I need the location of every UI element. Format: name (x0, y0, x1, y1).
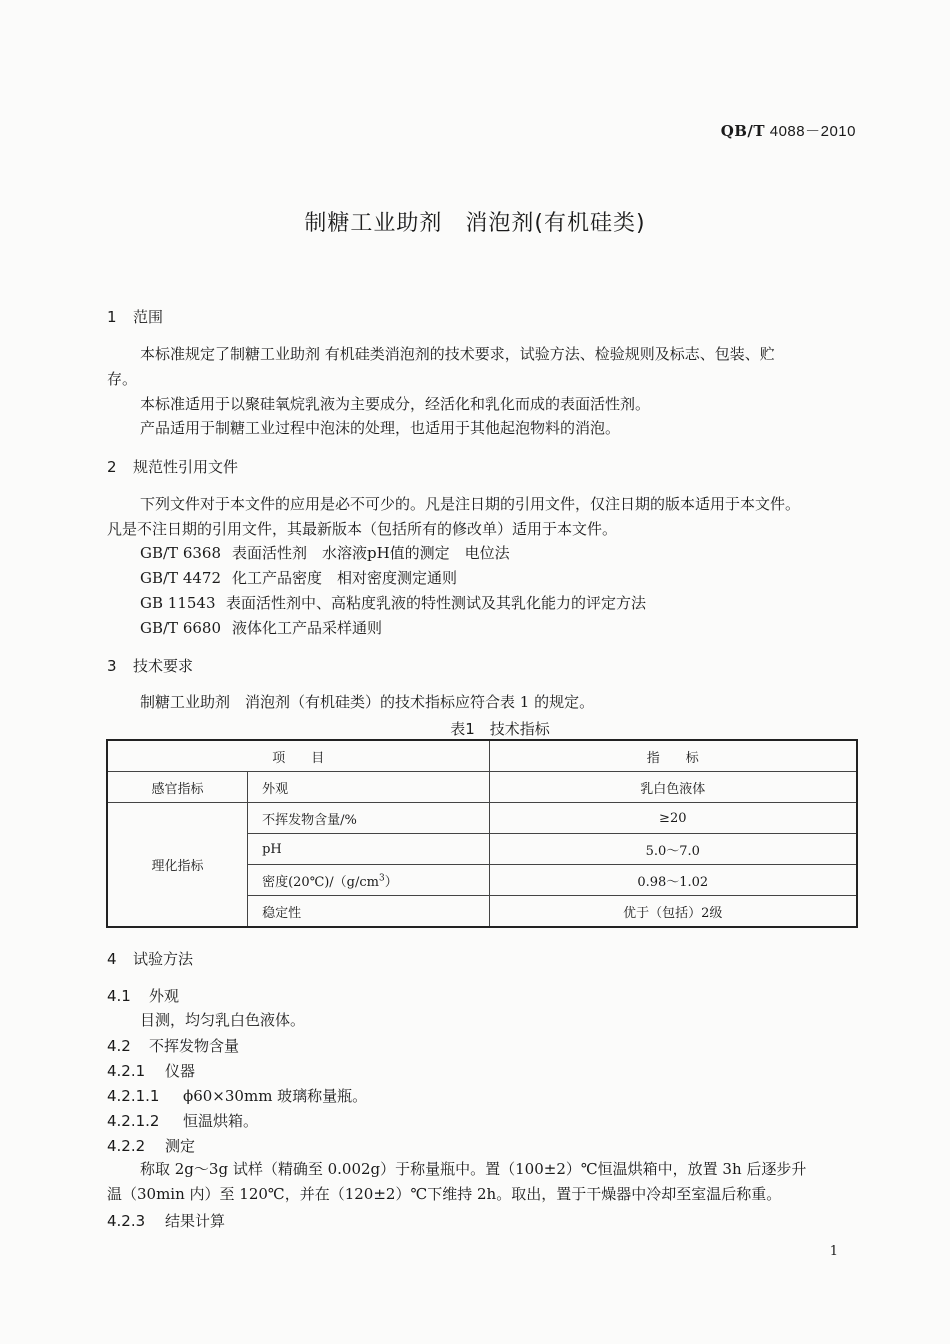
section-1-para-3: 产品适用于制糖工业过程中泡沫的处理，也适用于其他起泡物料的消泡。 (140, 419, 621, 437)
header-item: 项 目 (107, 740, 489, 772)
item-cell: 外观 (248, 772, 489, 803)
section-2-para: 下列文件对于本文件的应用是必不可少的。凡是注日期的引用文件，仅注日期的版本适用于本文件。 (140, 495, 801, 513)
section-4-heading: 4 试验方法 (107, 950, 194, 968)
clause-4-2-1-1: 4.2.1.1 ϕ60×30mm 玻璃称量瓶。 (107, 1087, 368, 1105)
section-2-para-cont: 凡是不注日期的引用文件，其最新版本（包括所有的修改单）适用于本文件。 (107, 520, 618, 538)
subsection-4-2-heading: 4.2 不挥发物含量 (107, 1037, 240, 1055)
spec-table (106, 739, 858, 928)
value-cell: 5.0～7.0 (489, 834, 857, 865)
section-1-para-1: 本标准规定了制糖工业助剂 有机硅类消泡剂的技术要求，试验方法、检验规则及标志、包装、贮 (140, 345, 775, 363)
item-cell: pH (248, 834, 489, 865)
code-number: 4088－2010 (769, 123, 856, 140)
page-number: 1 (829, 1244, 838, 1259)
value-cell: 乳白色液体 (489, 772, 857, 803)
code-prefix: QB/T (720, 122, 766, 140)
table-row (107, 772, 857, 803)
subsection-4-2-1-heading: 4.2.1 仪器 (107, 1062, 196, 1080)
group-label: 理化指标 (107, 803, 248, 928)
section-1-para-1-cont: 存。 (107, 370, 138, 388)
section-3-para: 制糖工业助剂 消泡剂（有机硅类）的技术指标应符合表 1 的规定。 (140, 693, 595, 711)
document-code (721, 120, 856, 141)
item-cell: 稳定性 (248, 896, 489, 928)
value-cell: 优于（包括）2级 (489, 896, 857, 928)
value-cell: 0.98～1.02 (489, 865, 857, 896)
section-1-heading: 1 范围 (107, 308, 164, 326)
clause-4-2-1-2: 4.2.1.2 恒温烘箱。 (107, 1112, 259, 1130)
table-caption: 表1 技术指标 (450, 720, 550, 738)
document-title: 制糖工业助剂 消泡剂(有机硅类) (304, 211, 646, 236)
section-2-heading: 2 规范性引用文件 (107, 458, 239, 476)
table-row (107, 803, 857, 834)
item-cell: 密度$(20℃)/(g/cm^3)$ (248, 865, 489, 896)
subsection-4-1-heading: 4.1 外观 (107, 987, 180, 1005)
reference-item: GB/T 4472 化工产品密度 相对密度测定通则 (140, 569, 458, 587)
value-cell: ≥20 (489, 803, 857, 834)
group-label: 感官指标 (107, 772, 248, 803)
reference-item: GB/T 6368 表面活性剂 水溶液pH值的测定 电位法 (140, 544, 510, 562)
reference-item: GB 11543 表面活性剂中、高粘度乳液的特性测试及其乳化能力的评定方法 (140, 594, 647, 612)
section-1-para-2: 本标准适用于以聚硅氧烷乳液为主要成分，经活化和乳化而成的表面活性剂。 (140, 395, 651, 413)
header-value: 指 标 (489, 740, 857, 772)
subsection-4-2-2-heading: 4.2.2 测定 (107, 1137, 196, 1155)
subsection-4-2-2-text: 称取 2g～3g 试样（精确至 0.002g）于称量瓶中。置（100±2）℃恒温烘箱中，放置 3h 后逐步升 (140, 1160, 807, 1178)
reference-item: GB/T 6680 液体化工产品采样通则 (140, 619, 383, 637)
table-header-row (107, 740, 857, 772)
subsection-4-2-2-text-cont: 温（30min 内）至 120℃，并在（120±2）℃下维持 2h。取出，置于干燥器中冷却至室温后称重。 (107, 1185, 782, 1203)
item-cell: 不挥发物含量/% (248, 803, 489, 834)
subsection-4-1-text: 目测，均匀乳白色液体。 (140, 1011, 306, 1029)
subsection-4-2-3-heading: 4.2.3 结果计算 (107, 1212, 226, 1230)
section-3-heading: 3 技术要求 (107, 657, 194, 675)
